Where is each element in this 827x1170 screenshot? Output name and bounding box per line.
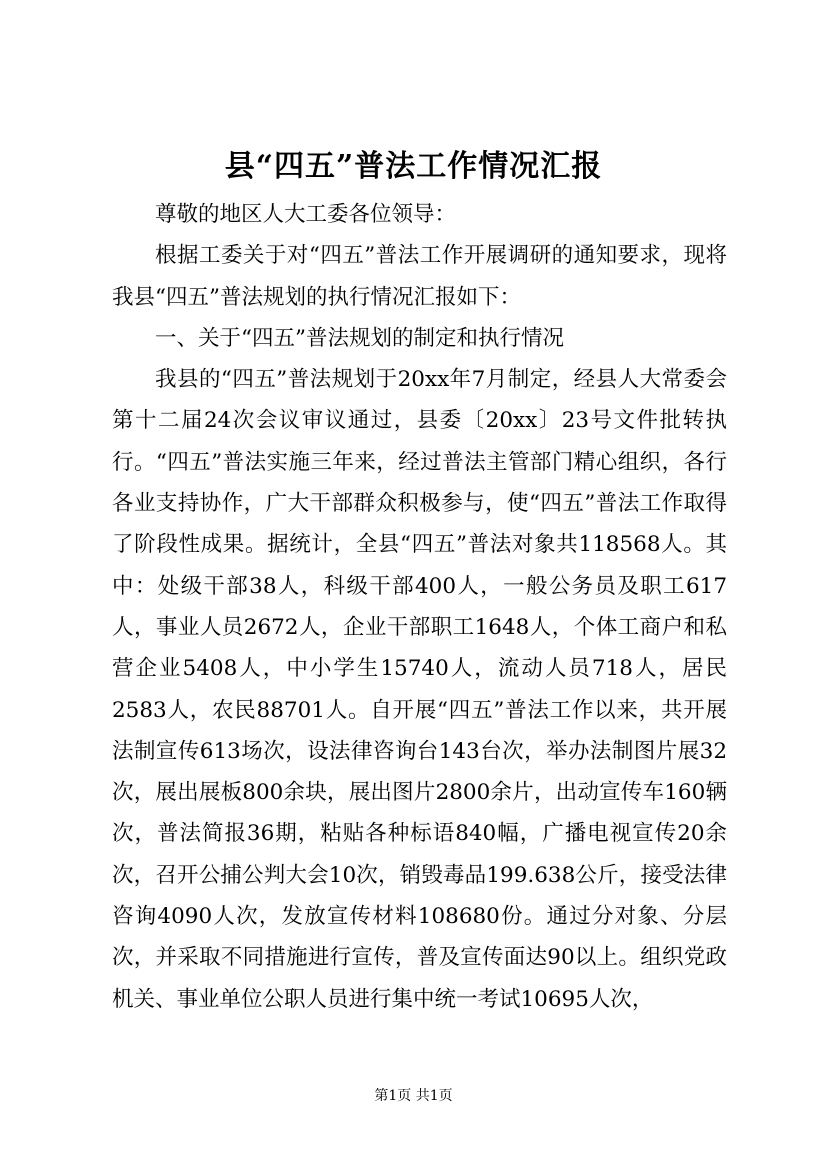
document-title: 县“四五”普法工作情况汇报: [224, 149, 603, 184]
document-body: [112, 194, 727, 1020]
page-footer: 第1页 共1页: [374, 1088, 453, 1104]
section-heading: 一、关于“四五”普法规划的制定和执行情况: [155, 325, 564, 351]
intro-paragraph: 根据工委关于对“四五”普法工作开展调研的通知要求，现将我县“四五”普法规划的执行情况汇报如下：: [112, 243, 727, 310]
greeting-paragraph: 尊敬的地区人大工委各位领导：: [155, 202, 457, 227]
body-paragraph: 我县的“四五”普法规划于20xx年7月制定，经县人大常委会第十二届24次会议审议通过，县委〔20xx〕23号文件批转执行。“四五”普法实施三年来，经过普法主管部门精心组织，各行各业支持协作，广大干部群众积极参与，使“四五”普法工作取得了阶段性成果。据统计，全县“四五”普法对象共118568人。其中：处级干部38人，科级干部400人，一般公务员及职工617人，事业人员2672人，企业干部职工1648人，个体工商户和私营企业5408人，中小学生15740人，流动人员718人，居民2583人，农民88701人。自开展“四五”普法工作以来，共开展法制宣传613场次，设法律咨询台143台次，举办法制图片展32次，展出展板800余块，展出图片2800余片，出动宣传车160辆次，普法简报36期，粘贴各种标语840幅，广播电视宣传20余次，召开公捕公判大会10次，销毁毒品199.638公斤，接受法律咨询4090人次，发放宣传材料108680份。通过分对象、分层次，并采取不同措施进行宣传，普及宣传面达90以上。组织党政机关、事业单位公职人员进行集中统一考试10695人次，: [112, 367, 727, 1012]
